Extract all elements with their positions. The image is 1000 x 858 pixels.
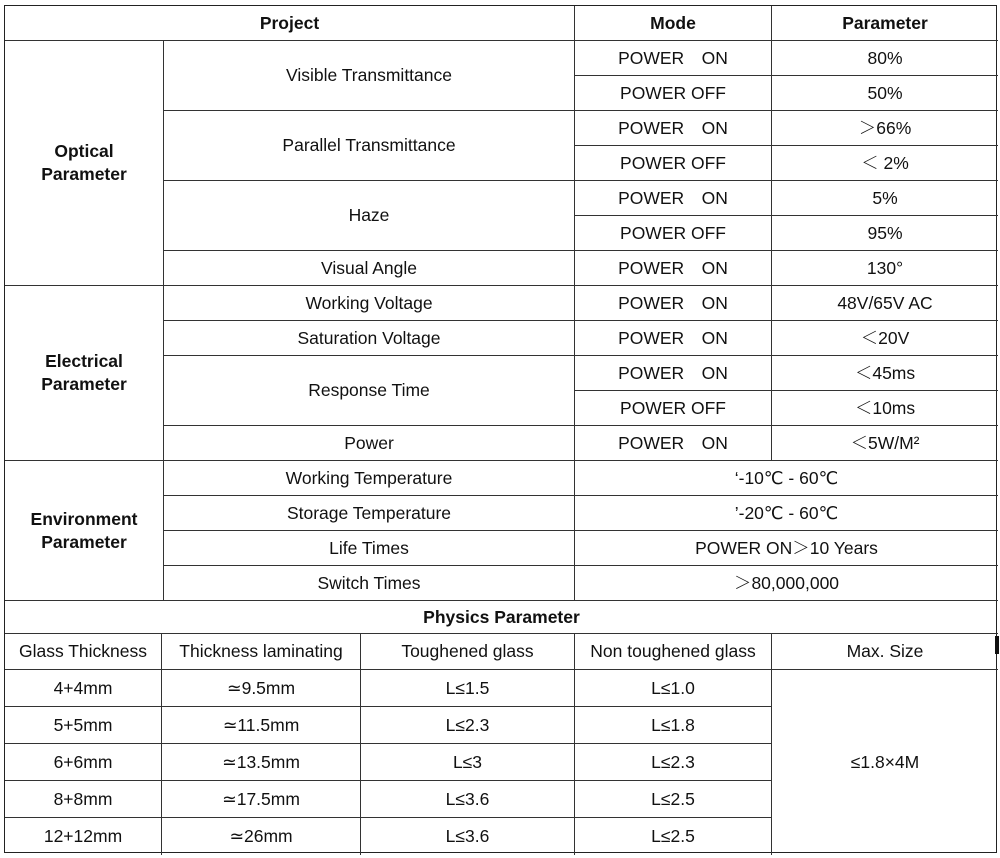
value-cell: 50% (772, 76, 998, 111)
mode-cell: POWER ON (575, 321, 772, 356)
physics-cell: L≤2.5 (575, 781, 772, 818)
row-label-haze: Haze (164, 181, 575, 251)
physics-cell: L≤3.6 (361, 781, 575, 818)
value-cell: 95% (772, 216, 998, 251)
mode-cell: POWER ON (575, 426, 772, 461)
physics-header-thickness-laminating: Thickness laminating (162, 634, 361, 670)
physics-cell: 6+6mm (5, 744, 162, 781)
row-label-response-time: Response Time (164, 356, 575, 426)
group-optical-line1: Optical (54, 141, 114, 162)
row-label-working-temperature: Working Temperature (164, 461, 575, 496)
row-label-power: Power (164, 426, 575, 461)
physics-cell: L≤3 (361, 744, 575, 781)
physics-cell: ≃11.5mm (162, 707, 361, 744)
physics-max-size-value: ≤1.8×4M (850, 752, 920, 773)
physics-cell: L≤2.3 (575, 744, 772, 781)
mode-cell: POWER ON (575, 286, 772, 321)
value-cell: POWER ON＞10 Years (575, 531, 998, 566)
physics-header-glass-thickness: Glass Thickness (5, 634, 162, 670)
row-label-saturation-voltage: Saturation Voltage (164, 321, 575, 356)
row-label-life-times: Life Times (164, 531, 575, 566)
value-cell: 80% (772, 41, 998, 76)
mode-cell: POWER ON (575, 111, 772, 146)
value-cell: ＜20V (772, 321, 998, 356)
physics-cell: L≤2.3 (361, 707, 575, 744)
group-optical-line2: Parameter (41, 164, 127, 184)
row-label-visual-angle: Visual Angle (164, 251, 575, 286)
edge-mark (995, 636, 999, 654)
group-electrical-line1: Electrical (45, 351, 123, 372)
value-cell: ’-20℃ - 60℃ (575, 496, 998, 531)
group-environment (5, 461, 164, 601)
physics-cell: 4+4mm (5, 670, 162, 707)
physics-cell: ≃9.5mm (162, 670, 361, 707)
value-cell: ＞66% (772, 111, 998, 146)
mode-cell: POWER OFF (575, 216, 772, 251)
header-parameter: Parameter (772, 6, 998, 41)
header-mode: Mode (575, 6, 772, 41)
value-cell: ＜10ms (772, 391, 998, 426)
value-cell: ＜45ms (772, 356, 998, 391)
group-electrical-line2: Parameter (41, 374, 127, 394)
group-optical (5, 41, 164, 286)
mode-cell: POWER ON (575, 251, 772, 286)
mode-cell: POWER OFF (575, 391, 772, 426)
value-cell: ＜5W/M² (772, 426, 998, 461)
value-cell: ＞80,000,000 (575, 566, 998, 601)
physics-cell: 5+5mm (5, 707, 162, 744)
header-project: Project (5, 6, 575, 41)
physics-cell: L≤1.5 (361, 670, 575, 707)
value-cell: ＜ 2% (772, 146, 998, 181)
mode-cell: POWER ON (575, 356, 772, 391)
row-label-visible: Visible Transmittance (164, 41, 575, 111)
row-label-parallel: Parallel Transmittance (164, 111, 575, 181)
physics-cell: ≃13.5mm (162, 744, 361, 781)
physics-cell: L≤3.6 (361, 818, 575, 855)
physics-header-toughened: Toughened glass (361, 634, 575, 670)
physics-cell: 8+8mm (5, 781, 162, 818)
row-label-switch-times: Switch Times (164, 566, 575, 601)
physics-cell: L≤1.0 (575, 670, 772, 707)
mode-cell: POWER OFF (575, 76, 772, 111)
spec-table (4, 5, 997, 853)
row-label-working-voltage: Working Voltage (164, 286, 575, 321)
value-cell: 48V/65V AC (772, 286, 998, 321)
value-cell: 130° (772, 251, 998, 286)
row-label-storage-temperature: Storage Temperature (164, 496, 575, 531)
physics-cell: ≃26mm (162, 818, 361, 855)
mode-cell: POWER ON (575, 41, 772, 76)
mode-cell: POWER ON (575, 181, 772, 216)
group-electrical (5, 286, 164, 461)
physics-cell: L≤2.5 (575, 818, 772, 855)
physics-header-max-size: Max. Size (772, 634, 998, 670)
physics-cell: 12+12mm (5, 818, 162, 855)
value-cell: ‘-10℃ - 60℃ (575, 461, 998, 496)
physics-title: Physics Parameter (5, 601, 998, 634)
mode-cell: POWER OFF (575, 146, 772, 181)
group-environment-line1: Environment (30, 508, 138, 529)
group-environment-line2: Parameter (41, 531, 127, 552)
physics-header-non-toughened: Non toughened glass (575, 634, 772, 670)
physics-cell: L≤1.8 (575, 707, 772, 744)
value-cell: 5% (772, 181, 998, 216)
physics-cell: ≃17.5mm (162, 781, 361, 818)
